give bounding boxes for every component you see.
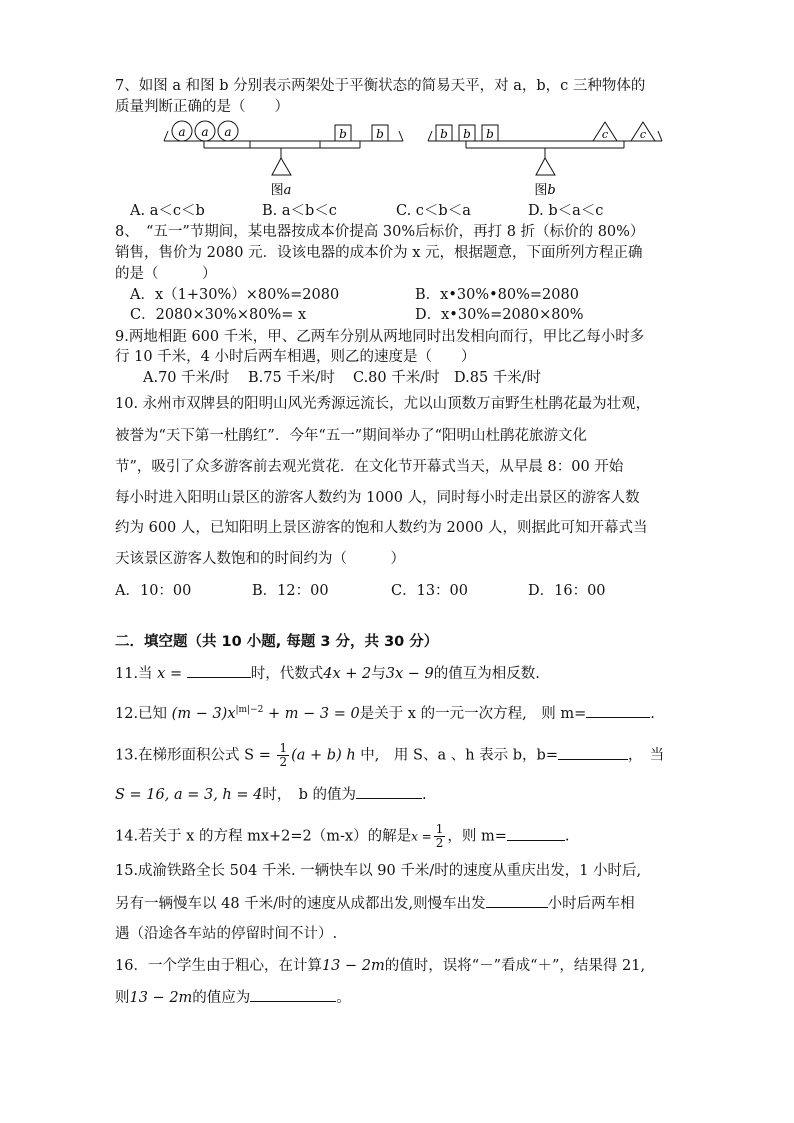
q14-blank[interactable] — [507, 826, 565, 841]
q14-fraction — [434, 823, 446, 850]
q10-line-6: 天该景区游客人数饱和的时间约为（ ） — [115, 551, 405, 567]
q14 — [115, 823, 569, 850]
fulcrum-a — [272, 158, 291, 175]
q12-exponent: |m|−2 — [235, 705, 264, 715]
q9-option-c: C.80 千米/时 — [353, 370, 440, 386]
label-b-2: b — [376, 127, 384, 141]
q13-fraction — [277, 742, 289, 769]
q16-line1-prefix: 16．一个学生由于粗心，在计算 — [115, 958, 322, 974]
q10-option-a: A．10：00 — [115, 583, 192, 599]
caption-a — [271, 183, 292, 198]
q11-blank[interactable] — [187, 663, 251, 678]
q14-var: x = — [411, 829, 432, 844]
q13-line2-mid: 时， b 的值为 — [262, 787, 356, 803]
q16-line-1 — [115, 956, 645, 976]
q8-option-c: C．2080×30%×80%= x — [130, 307, 307, 323]
q13-line-2 — [115, 784, 427, 805]
q7-option-c: C. c＜b＜a — [396, 203, 471, 219]
caption-a-prefix: 图 — [270, 183, 284, 198]
q15-line-1: 15.成渝铁路全长 504 千米. 一辆快车以 90 千米/时的速度从重庆出发，1 小时后, — [115, 863, 642, 879]
q9-option-a: A.70 千米/时 — [143, 370, 230, 386]
q10-option-d: D．16：00 — [528, 583, 606, 599]
q13-formula-tail: (a + b) h — [291, 747, 356, 764]
q7-option-b: B. a＜b＜c — [262, 203, 337, 219]
q10-line-5: 约为 600 人，已知阳明上景区游客的饱和人数约为 2000 人，则据此可知开幕式当 — [115, 520, 648, 536]
q9-line-1: 9.两地相距 600 千米，甲、乙两车分别从两地同时出发相向而行，甲比乙每小时多 — [115, 329, 645, 345]
q11-eq: = — [165, 666, 187, 682]
q11-suffix: 的值互为相反数. — [433, 666, 540, 682]
q13-line2-expr: S = 16, a = 3, h = 4 — [115, 787, 263, 803]
q13-line-1 — [115, 742, 664, 769]
q7-line-2: 质量判断正确的是（ ） — [115, 99, 289, 115]
q12-suffix: . — [650, 705, 655, 722]
q9-line-2: 行 10 千米，4 小时后两车相遇，则乙的速度是（ ） — [115, 349, 476, 365]
q10-line-2: 被誉为“天下第一杜鹃红”．今年“五一”期间举办了“阳明山杜鹃花旅游文化 — [115, 428, 588, 444]
q13-blank-1[interactable] — [558, 745, 628, 760]
q8-option-b: B．x•30%•80%=2080 — [415, 287, 579, 303]
q15-line2-prefix: 另有一辆慢车以 48 千米/时的速度从成都出发,则慢车出发 — [115, 896, 486, 912]
q8-option-a: A．x（1+30%）×80%=2080 — [130, 287, 340, 303]
q7-option-a: A. a＜c＜b — [130, 203, 205, 219]
label-a-3: a — [224, 125, 232, 139]
q12 — [115, 700, 655, 724]
q10-line-1: 10. 永州市双牌县的阳明山风光秀源远流长，尤以山顶数万亩野生杜鹃花最为壮观， — [115, 396, 651, 412]
q7-line-1: 7、如图 a 和图 b 分别表示两架处于平衡状态的简易天平，对 a，b，c 三种物体的 — [115, 78, 646, 94]
q13-frac-den: 2 — [279, 755, 288, 769]
q12-expr-tail: + m − 3 = 0 — [263, 705, 360, 722]
q15-line-2 — [115, 893, 635, 914]
q14-mid: ，则 m= — [447, 828, 507, 845]
q11-and: 与 — [371, 666, 386, 682]
q10-option-c: C．13：00 — [391, 583, 468, 599]
q12-mid: 是关于 x 的一元一次方程, 则 m= — [359, 705, 587, 722]
q14-suffix: . — [564, 828, 570, 845]
fulcrum-b — [536, 158, 555, 175]
q13-frac-num: 1 — [279, 741, 288, 755]
q13-line2-suffix: . — [422, 787, 427, 803]
q16-line2-expr: 13 − 2m — [129, 990, 193, 1006]
q9-option-d: D.85 千米/时 — [454, 370, 542, 386]
q11-var: x — [157, 666, 166, 682]
q13-blank-2[interactable] — [356, 784, 422, 799]
q16-line1-suffix: 的值时，误将“－”看成“＋”，结果得 21, — [384, 958, 646, 974]
label-b-3: b — [440, 127, 448, 141]
q11-expr-2: 3x − 9 — [385, 666, 434, 682]
q16-line-2 — [115, 987, 351, 1008]
q16-line2-suffix: 的值应为 — [192, 990, 251, 1006]
q14-prefix: 14.若关于 x 的方程 mx+2=2（m-x）的解是 — [115, 828, 412, 845]
label-a-2: a — [201, 125, 209, 139]
q7-option-d: D. b＜a＜c — [528, 203, 604, 219]
caption-b — [534, 183, 555, 198]
q8-line-1: 8、 “五一”节期间，某电器按成本价提高 30%后标价，再打 8 折（标价的 80%） — [115, 224, 645, 240]
q11-expr-1: 4x + 2 — [323, 666, 372, 682]
label-b-4: b — [463, 127, 471, 141]
q12-blank[interactable] — [586, 703, 650, 718]
q10-line-3: 节”，吸引了众多游客前去观光赏花．在文化节开幕式当天，从早晨 8：00 开始 — [115, 459, 624, 475]
q11 — [115, 663, 540, 684]
caption-b-var: b — [547, 183, 556, 198]
q13-mid: 中, 用 S、a 、h 表示 b，b= — [360, 747, 558, 764]
label-b-1: b — [339, 127, 347, 141]
q11-mid: 时，代数式 — [250, 666, 324, 682]
label-b-5: b — [486, 127, 494, 141]
caption-a-var: a — [283, 183, 292, 198]
q10-line-4: 每小时进入阳明山景区的游客人数约为 1000 人，同时每小时走出景区的游客人数 — [115, 490, 640, 506]
q13-prefix: 13.在梯形面积公式 S = — [115, 747, 271, 764]
q16-line2-end: 。 — [336, 990, 351, 1006]
caption-b-prefix: 图 — [534, 183, 548, 198]
q16-expr: 13 − 2m — [321, 958, 385, 974]
q8-option-d: D．x•30%=2080×80% — [415, 307, 584, 323]
q12-prefix: 12.已知 — [115, 705, 168, 722]
q10-option-b: B．12：00 — [252, 583, 329, 599]
q8-line-2: 销售，售价为 2080 元．设该电器的成本价为 x 元，根据题意，下面所列方程正确 — [115, 245, 643, 261]
q15-line-3: 遇（沿途各车站的停留时间不计）. — [115, 926, 338, 942]
label-c-1: c — [601, 128, 609, 141]
q13-tail: ， 当 — [627, 747, 665, 764]
q12-expr: (m − 3)x — [171, 705, 236, 722]
q15-line2-suffix: 小时后两车相 — [547, 896, 635, 912]
section-2-heading: 二．填空题（共 10 小题, 每题 3 分，共 30 分） — [115, 634, 439, 650]
q15-blank[interactable] — [486, 893, 548, 908]
q8-line-3: 的是（ ） — [115, 266, 217, 282]
q16-line2-prefix: 则 — [115, 990, 130, 1006]
q14-frac-num: 1 — [435, 822, 444, 836]
label-a-1: a — [178, 125, 186, 139]
label-c-2: c — [639, 128, 647, 141]
q14-frac-den: 2 — [435, 836, 444, 850]
q16-blank[interactable] — [250, 987, 336, 1002]
q11-prefix: 11.当 — [115, 666, 158, 682]
q9-option-b: B.75 千米/时 — [248, 370, 335, 386]
